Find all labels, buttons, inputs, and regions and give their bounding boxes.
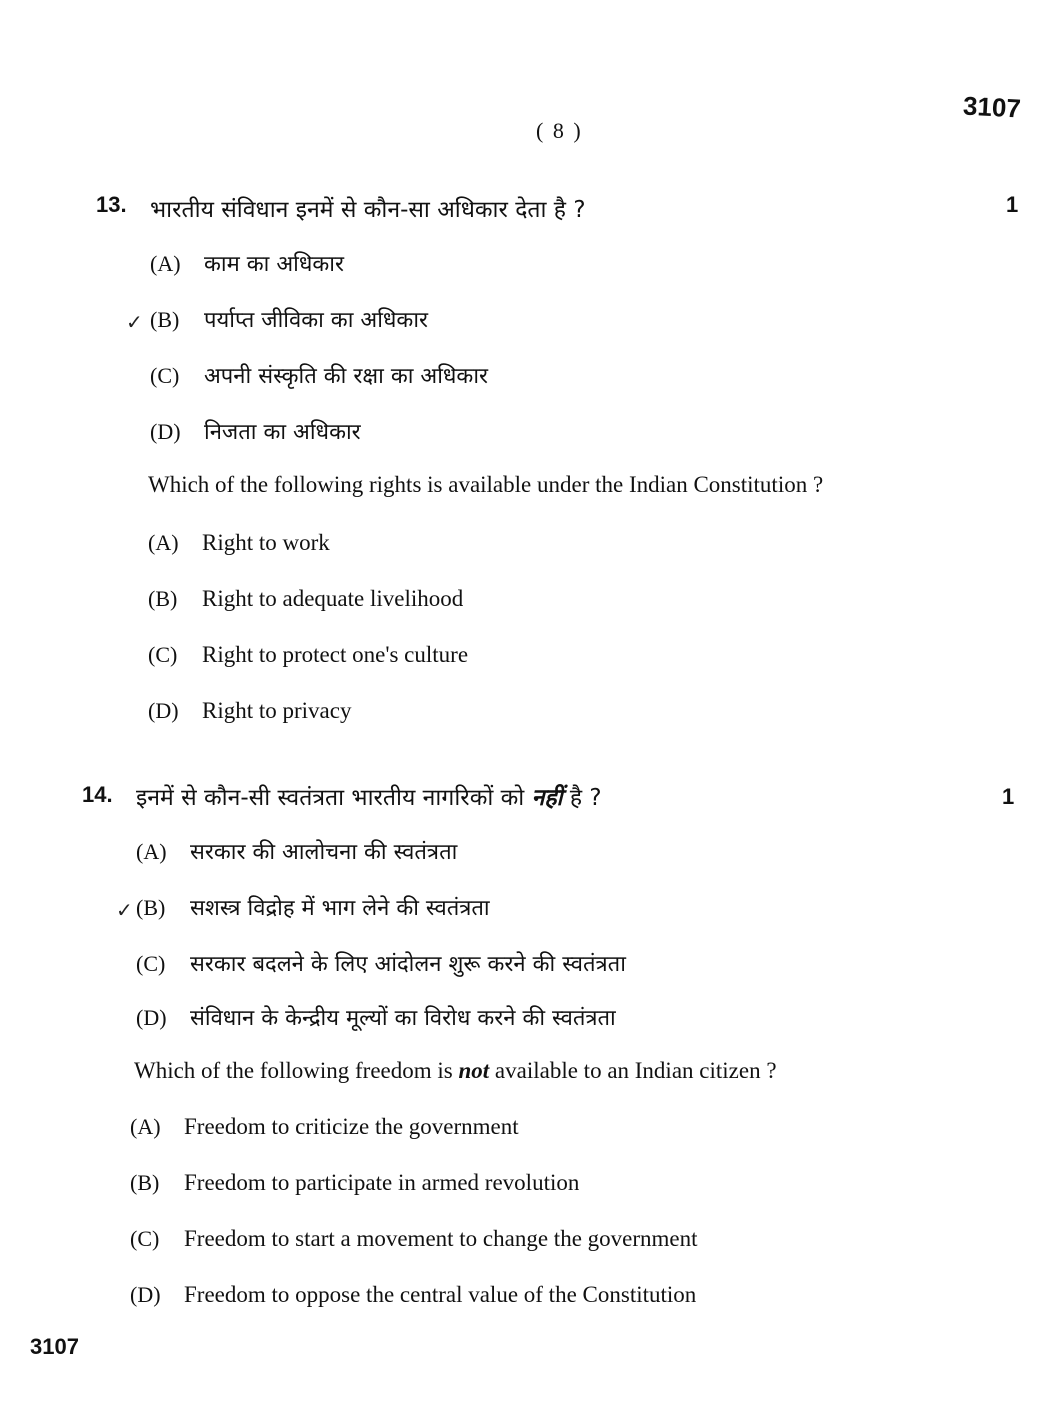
option-label: (B) [136,895,166,920]
negation-emphasis: not [458,1058,490,1083]
q14-hindi-option-c [136,948,626,978]
question-13-number: 13. [96,192,127,217]
question-text-part: available to an Indian citizen ? [494,1058,777,1083]
tick-mark-icon: ✓ [126,310,143,334]
q14-hindi-option-b [136,892,490,922]
q13-english-option-d [148,698,351,724]
option-text: Freedom to participate in armed revolution [184,1170,580,1195]
q14-english-option-d [130,1282,696,1308]
option-text: सशस्त्र विद्रोह में भाग लेने की स्वतंत्रता [190,896,490,921]
q14-english-option-a [130,1114,519,1140]
option-label: (A) [136,839,167,864]
option-label: (D) [148,698,179,723]
question-14-marks: 1 [1002,784,1015,809]
option-text: सरकार की आलोचना की स्वतंत्रता [190,840,458,865]
question-13-english-text: Which of the following rights is available under the Indian Constitution ? [148,472,824,497]
option-text: काम का अधिकार [204,252,344,277]
q13-hindi-option-c [150,360,488,390]
option-text: अपनी संस्कृति की रक्षा का अधिकार [204,364,489,389]
option-text: निजता का अधिकार [204,420,361,445]
question-13-hindi-text: भारतीय संविधान इनमें से कौन-सा अधिकार देता है ? [150,197,586,223]
option-text: Freedom to oppose the central value of the Constitution [184,1282,697,1307]
option-label: (A) [150,251,181,276]
negation-emphasis: नहीं [531,785,563,811]
q13-hindi-option-b [150,304,428,334]
q14-hindi-option-a [136,836,457,866]
option-label: (D) [150,419,181,444]
option-text: Right to protect one's culture [202,642,469,667]
option-text: संविधान के केन्द्रीय मूल्यों का विरोध करने की स्वतंत्रता [190,1006,616,1031]
question-text-part: Which of the following freedom is [134,1058,453,1083]
option-label: (B) [130,1170,160,1195]
option-label: (B) [150,307,180,332]
option-text: पर्याप्त जीविका का अधिकार [204,308,429,333]
q13-hindi-option-d [150,416,361,446]
option-text: Freedom to criticize the government [184,1114,519,1139]
option-label: (C) [130,1226,160,1251]
q13-english-option-b [148,586,463,612]
question-14-english-text [134,1058,777,1084]
option-label: (D) [130,1282,161,1307]
option-label: (C) [136,951,166,976]
question-14-number: 14. [82,782,113,807]
question-text-part: है ? [569,785,602,811]
option-label: (C) [148,642,178,667]
option-text: Right to privacy [202,698,352,723]
paper-code-bottom: 3107 [30,1334,79,1359]
option-text: Right to work [202,530,330,555]
option-label: (B) [148,586,178,611]
q13-hindi-option-a [150,248,344,278]
option-label: (A) [130,1114,161,1139]
option-text: सरकार बदलने के लिए आंदोलन शुरू करने की स्वतंत्रता [190,952,626,977]
q13-english-option-a [148,530,330,556]
option-label: (D) [136,1005,167,1030]
question-text-part: इनमें से कौन-सी स्वतंत्रता भारतीय नागरिकों को [136,785,525,811]
question-13-marks: 1 [1006,192,1019,217]
q14-english-option-b [130,1170,579,1196]
question-14-hindi-text [136,780,602,812]
paper-code-top: 3107 [962,90,1022,124]
tick-mark-icon: ✓ [116,898,133,922]
q14-hindi-option-d [136,1002,616,1032]
option-label: (C) [150,363,180,388]
option-text: Right to adequate livelihood [202,586,464,611]
q14-english-option-c [130,1226,698,1252]
option-text: Freedom to start a movement to change the government [184,1226,698,1251]
q13-english-option-c [148,642,468,668]
option-label: (A) [148,530,179,555]
page-number: ( 8 ) [536,118,583,143]
